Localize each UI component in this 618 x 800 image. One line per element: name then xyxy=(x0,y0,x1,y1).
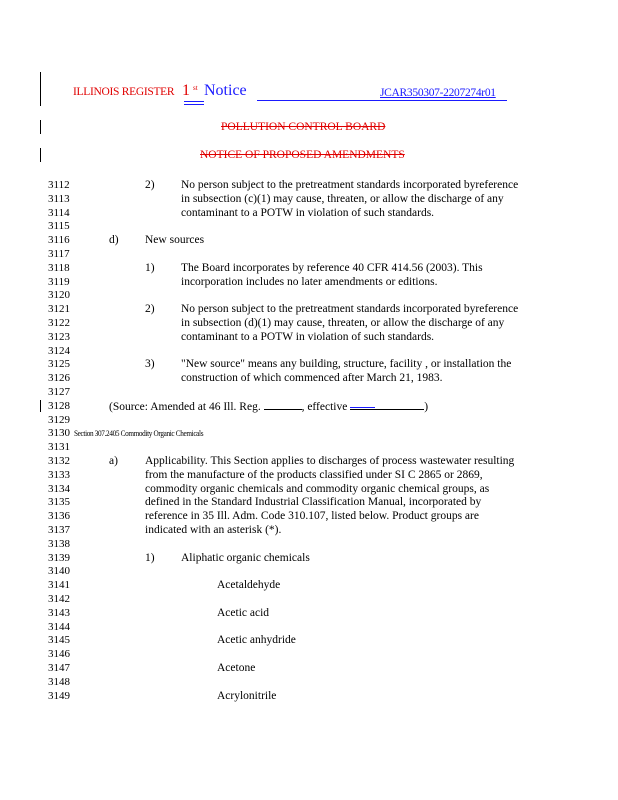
paragraph-line: from the manufacture of the products classified under SI C 2865 or 2869, xyxy=(145,468,483,481)
source-end: ) xyxy=(424,400,429,413)
change-bar xyxy=(40,400,41,412)
list-marker: 1) xyxy=(145,551,155,564)
line-number: 3123 xyxy=(48,330,70,343)
list-marker: 2) xyxy=(145,179,155,191)
board-title: POLLUTION CONTROL BOARD xyxy=(221,121,386,133)
line-number: 3133 xyxy=(48,468,70,481)
line-number: 3113 xyxy=(48,192,70,205)
source-note xyxy=(109,399,428,414)
register-title: ILLINOIS REGISTER xyxy=(73,86,175,98)
chemical-item: Acetic acid xyxy=(217,606,270,619)
paragraph-line: The Board incorporates by reference 40 CFR 414.56 (2003). This xyxy=(181,261,483,274)
line-number: 3136 xyxy=(48,510,70,523)
paragraph-line: commodity organic chemicals and commodity organic chemical groups, as xyxy=(145,482,490,495)
chemical-item: Acetic anhydride xyxy=(217,634,296,647)
paragraph-line: in subsection (c)(1) may cause, threaten, or allow the discharge of any xyxy=(181,192,504,205)
line-number: 3119 xyxy=(48,275,70,288)
change-bar xyxy=(40,72,41,106)
line-number: 3130 xyxy=(48,427,70,440)
source-effective: , effective xyxy=(301,400,348,413)
line-number: 3141 xyxy=(48,579,70,592)
source-prefix: (Source: Amended at 46 Ill. Reg. xyxy=(109,400,261,413)
line-number: 3140 xyxy=(48,565,70,578)
list-marker: a) xyxy=(109,455,118,467)
paragraph-line: construction of which commenced after March 21, 1983. xyxy=(181,372,443,385)
paragraph-line: No person subject to the pretreatment standards incorporated byreference xyxy=(181,179,519,191)
line-number: 3122 xyxy=(48,317,70,329)
line-number: 3131 xyxy=(48,441,70,454)
notice-title: NOTICE OF PROPOSED AMENDMENTS xyxy=(200,149,405,161)
chemical-item: Acetone xyxy=(217,662,256,674)
line-number: 3132 xyxy=(48,455,70,467)
paragraph-line: contaminant to a POTW in violation of such standards. xyxy=(181,206,435,219)
line-number: 3145 xyxy=(48,634,70,647)
change-bar xyxy=(40,120,41,134)
line-number: 3114 xyxy=(48,206,70,219)
list-marker: 1) xyxy=(145,261,155,274)
line-number: 3128 xyxy=(48,399,70,412)
header-underline xyxy=(184,104,204,105)
line-number: 3116 xyxy=(48,234,70,247)
notice-label: Notice xyxy=(204,82,247,99)
line-number: 3126 xyxy=(48,372,70,385)
paragraph-line: contaminant to a POTW in violation of such standards. xyxy=(181,330,435,343)
line-number: 3149 xyxy=(48,689,70,702)
line-number: 3137 xyxy=(48,524,70,536)
paragraph-line: indicated with an asterisk (*). xyxy=(145,524,282,536)
section-heading: Section 307.2405 Commodity Organic Chemicals xyxy=(74,428,204,439)
line-number: 3144 xyxy=(48,620,70,633)
subsection-heading: New sources xyxy=(145,234,205,247)
paragraph-line: reference in 35 Ill. Adm. Code 310.107, listed below. Product groups are xyxy=(145,510,479,523)
paragraph-line: "New source" means any building, structure, facility , or installation the xyxy=(181,358,512,371)
header-underline xyxy=(257,100,507,101)
line-number: 3117 xyxy=(48,248,70,260)
line-number: 3129 xyxy=(48,413,70,426)
effective-blank xyxy=(350,399,424,410)
line-number: 3146 xyxy=(48,648,70,661)
line-number: 3142 xyxy=(48,593,70,605)
line-number: 3148 xyxy=(48,675,70,688)
chemical-item: Acetaldehyde xyxy=(217,579,281,592)
line-number: 3112 xyxy=(48,179,70,191)
line-number: 3138 xyxy=(48,537,70,550)
paragraph-line: incorporation includes no later amendments or editions. xyxy=(181,275,438,288)
chemical-item: Acrylonitrile xyxy=(217,689,277,702)
list-marker: 3) xyxy=(145,358,155,371)
list-marker: 2) xyxy=(145,303,155,316)
paragraph-line: Applicability. This Section applies to discharges of process wastewater resulting xyxy=(145,455,515,467)
line-number: 3118 xyxy=(48,261,70,274)
change-bar xyxy=(40,148,41,162)
line-number: 3115 xyxy=(48,220,70,233)
issue-number: 1 xyxy=(182,82,190,99)
line-number: 3135 xyxy=(48,496,70,509)
line-number: 3121 xyxy=(48,303,70,316)
line-number: 3120 xyxy=(48,289,70,302)
jcar-code: JCAR350307-2207274r01 xyxy=(380,87,496,99)
line-number: 3124 xyxy=(48,344,70,357)
paragraph-line: No person subject to the pretreatment standards incorporated byreference xyxy=(181,303,519,316)
paragraph-line: in subsection (d)(1) may cause, threaten, or allow the discharge of any xyxy=(181,317,505,329)
line-number: 3143 xyxy=(48,606,70,619)
list-marker: d) xyxy=(109,234,119,247)
line-number: 3127 xyxy=(48,386,70,398)
reg-blank xyxy=(264,399,302,410)
line-number: 3134 xyxy=(48,482,70,495)
paragraph-line: defined in the Standard Industrial Classification Manual, incorporated by xyxy=(145,496,482,509)
header-underline xyxy=(184,101,204,102)
subsection-heading: Aliphatic organic chemicals xyxy=(181,551,310,564)
issue-superscript: st xyxy=(193,84,198,92)
line-number: 3125 xyxy=(48,358,70,371)
line-number: 3147 xyxy=(48,662,70,674)
line-number: 3139 xyxy=(48,551,70,564)
